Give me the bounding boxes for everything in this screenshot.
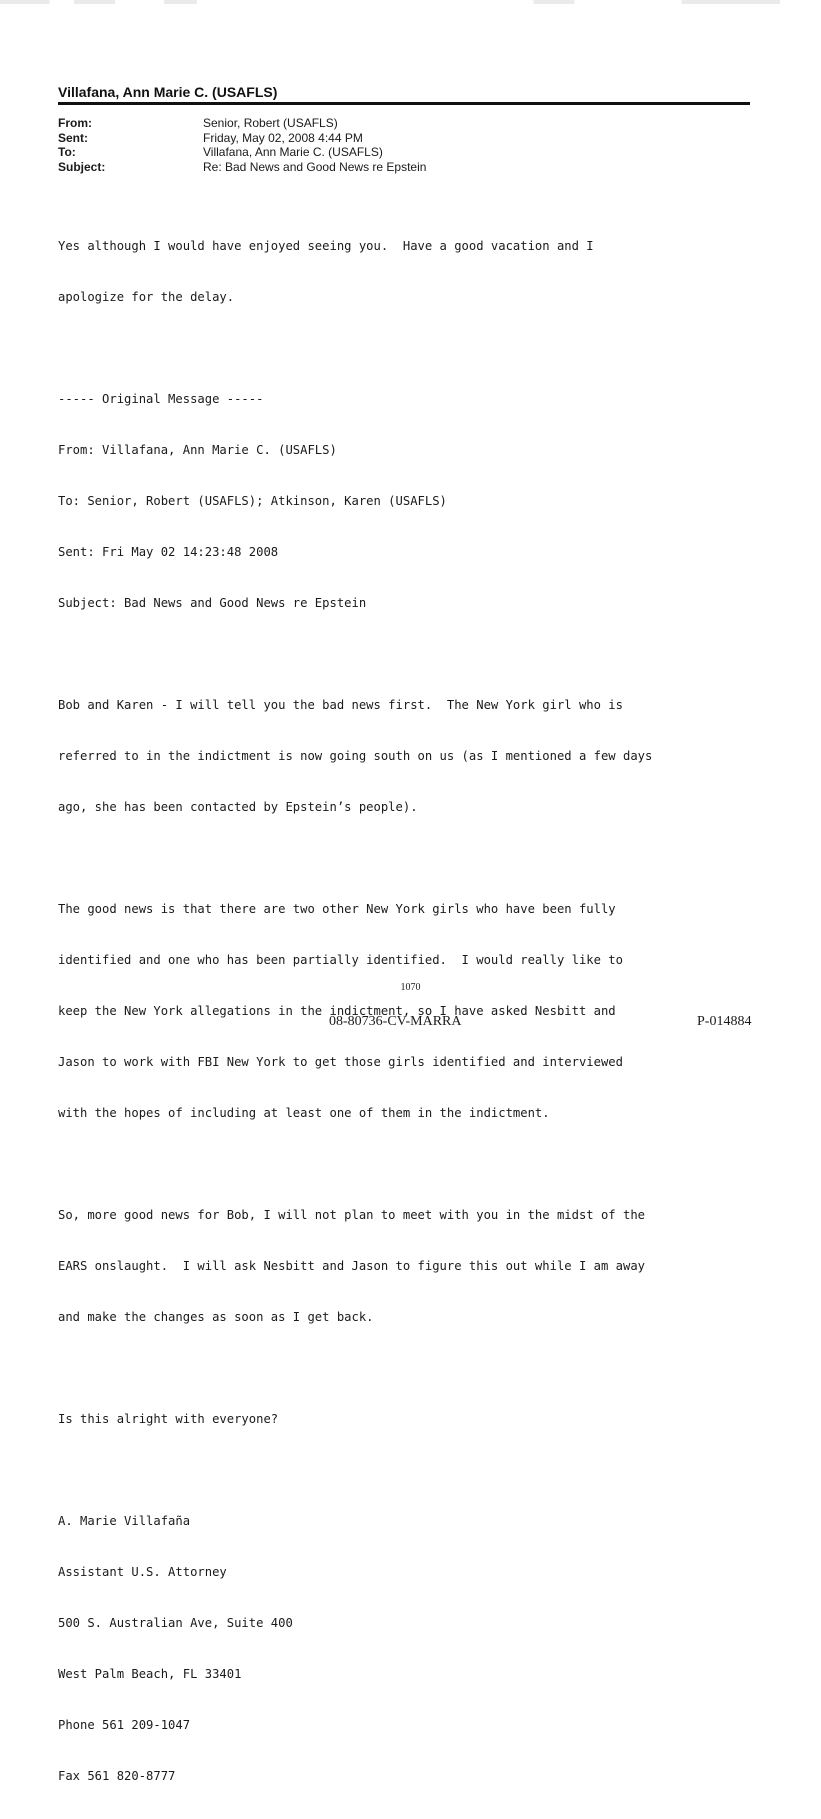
body-line: So, more good news for Bob, I will not plan to meet with you in the midst of the <box>58 1208 645 1222</box>
body-line: ago, she has been contacted by Epstein’s people). <box>58 800 418 814</box>
meta-value: Senior, Robert (USAFLS) <box>203 116 338 130</box>
meta-row-sent <box>58 131 426 146</box>
bates-number: P-014884 <box>697 1014 752 1029</box>
body-line: and make the changes as soon as I get back. <box>58 1310 374 1324</box>
body-line: apologize for the delay. <box>58 290 235 304</box>
body-line: referred to in the indictment is now going south on us (as I mentioned a few days <box>58 749 653 763</box>
body-line: identified and one who has been partially identified. I would really like to <box>58 953 623 967</box>
meta-row-subject <box>58 160 426 175</box>
scan-artifact <box>0 0 821 4</box>
meta-row-to <box>58 145 426 160</box>
meta-value: Villafana, Ann Marie C. (USAFLS) <box>203 145 383 159</box>
body-line: Subject: Bad News and Good News re Epstein <box>58 596 367 610</box>
body-line: The good news is that there are two other New York girls who have been fully <box>58 902 616 916</box>
body-line: Yes although I would have enjoyed seeing you. Have a good vacation and I <box>58 239 594 253</box>
signature-line: Phone 561 209-1047 <box>58 1718 191 1732</box>
signature-line: A. Marie Villafaña <box>58 1514 191 1528</box>
signature-line: Assistant U.S. Attorney <box>58 1565 227 1579</box>
body-line: ----- Original Message ----- <box>58 392 264 406</box>
meta-label: Sent: <box>58 130 88 145</box>
header-rule <box>58 102 750 105</box>
meta-label: From: <box>58 116 92 130</box>
meta-label: To: <box>58 145 76 159</box>
body-line: Jason to work with FBI New York to get those girls identified and interviewed <box>58 1055 623 1069</box>
signature-line: 500 S. Australian Ave, Suite 400 <box>58 1616 293 1630</box>
body-line: EARS onslaught. I will ask Nesbitt and Jason to figure this out while I am away <box>58 1259 645 1273</box>
body-line: Bob and Karen - I will tell you the bad news first. The New York girl who is <box>58 698 623 712</box>
meta-value: Friday, May 02, 2008 4:44 PM <box>203 130 363 145</box>
email-meta <box>58 116 426 174</box>
body-line: with the hopes of including at least one of them in the indictment. <box>58 1106 550 1120</box>
body-line: To: Senior, Robert (USAFLS); Atkinson, Karen (USAFLS) <box>58 494 447 508</box>
signature-line: Fax 561 820-8777 <box>58 1769 176 1783</box>
body-line: keep the New York allegations in the indictment, so I have asked Nesbitt and <box>58 1004 616 1018</box>
meta-value: Re: Bad News and Good News re Epstein <box>203 159 427 174</box>
body-line: Sent: Fri May 02 14:23:48 2008 <box>58 545 279 559</box>
meta-label: Subject: <box>58 159 106 174</box>
body-line: Is this alright with everyone? <box>58 1412 279 1426</box>
case-number: 08-80736-CV-MARRA <box>329 1014 462 1029</box>
page-number: 1070 <box>400 982 421 993</box>
signature-line: West Palm Beach, FL 33401 <box>58 1667 242 1681</box>
email-body <box>58 204 758 1819</box>
body-line: From: Villafana, Ann Marie C. (USAFLS) <box>58 443 337 457</box>
meta-row-from <box>58 116 426 131</box>
mailbox-name: Villafana, Ann Marie C. (USAFLS) <box>58 84 278 100</box>
